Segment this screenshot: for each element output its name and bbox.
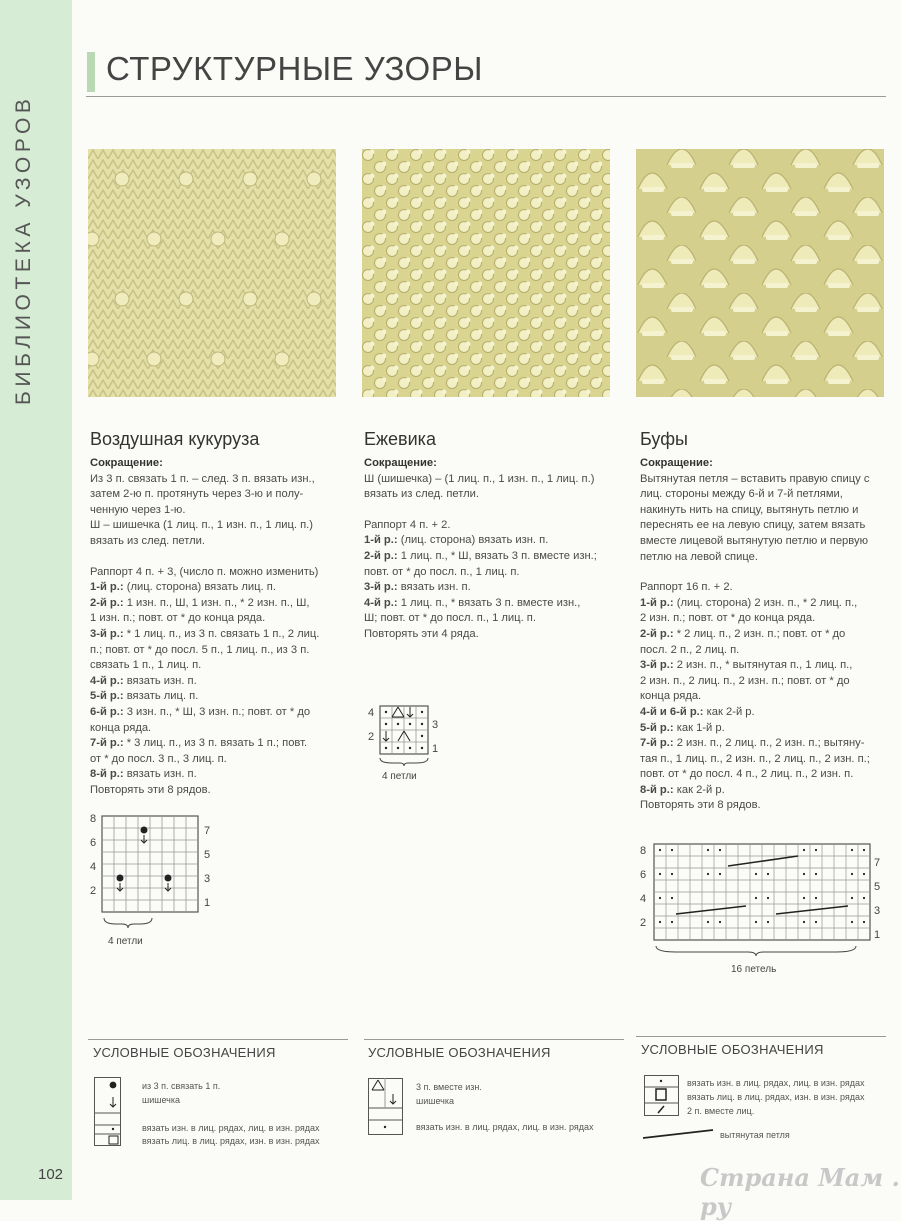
stitches-label: 16 петель: [731, 964, 777, 975]
pattern-title: Ежевика: [364, 429, 436, 449]
abbr-line: переснять ее на левую спицу, затем вязать: [640, 519, 866, 532]
row-number: 2: [90, 885, 97, 897]
row-number: 5: [204, 849, 211, 861]
abbr-line: лиц. стороны между 6-й и 7-й петлями,: [640, 488, 843, 501]
row-instruction: тая п., 1 лиц. п., 2 изн. п., 2 лиц. п., 2 изн. п.;: [640, 752, 870, 765]
chart-blackberry: [364, 700, 454, 785]
row-instruction: 2-й р.: * 2 лиц. п., 2 изн. п.; повт. от * до: [640, 627, 846, 640]
row-instruction: 2-й р.: 1 лиц. п., * Ш, вязать 3 п. вместе изн.;: [364, 549, 597, 562]
row-instruction: 6-й р.: 3 изн. п., * Ш, 3 изн. п.; повт. от * до: [90, 705, 311, 718]
knit-symbol: [109, 1136, 118, 1144]
knit-symbol: [656, 1089, 666, 1100]
bobble-symbol: [110, 1082, 117, 1089]
abbr-line: вязать из след. петли.: [364, 488, 480, 501]
row-number: 1: [874, 929, 881, 941]
row-number: 6: [640, 869, 647, 881]
row-instruction: 3-й р.: * 1 лиц. п., из 3 п. связать 1 п., 2 лиц.: [90, 627, 320, 640]
legend-item: из 3 п. связать 1 п.: [142, 1081, 221, 1091]
row-instruction: 8-й р.: вязать изн. п.: [90, 768, 197, 781]
title-rule: [86, 96, 886, 97]
row-instruction: 7-й р.: 2 изн. п., 2 лиц. п., 2 изн. п.; вытяну-: [640, 737, 865, 750]
bobble-symbol: [117, 875, 124, 882]
legend-rule: [364, 1039, 624, 1040]
row-instruction: конца ряда.: [640, 690, 702, 703]
legend-item: вязать изн. в лиц. рядах, лиц. в изн. рядах: [142, 1123, 320, 1133]
row-instruction: 5-й р.: как 1-й р.: [640, 721, 725, 734]
row-instruction: посл. 2 п., 2 лиц. п.: [640, 643, 740, 656]
sidebar-label: БИБЛИОТЕКА УЗОРОВ: [12, 94, 35, 405]
pattern-airy-corn: [90, 428, 355, 798]
row-instruction: повт. от * до посл. 4 п., 2 лиц. п., 2 изн. п.: [640, 768, 854, 781]
legend-item: шишечка: [142, 1095, 181, 1105]
row-number: 1: [432, 743, 439, 755]
photo-airy-corn: [88, 149, 336, 397]
abbreviation-label: Сокращение:: [640, 457, 713, 469]
sidebar-strip: [0, 0, 72, 1200]
repeat-note: Повторять эти 4 ряда.: [364, 627, 479, 640]
purl-symbol: [112, 1128, 114, 1130]
repeat-info: Раппорт 16 п. + 2.: [640, 581, 733, 594]
pattern-title: Буфы: [640, 429, 688, 449]
row-instruction: 2 изн. п., 2 лиц. п., 2 изн. п.; повт. от * до: [640, 674, 850, 687]
row-instruction: 1-й р.: (лиц. сторона) вязать изн. п.: [364, 534, 549, 547]
row-instruction: 1-й р.: (лиц. сторона) вязать лиц. п.: [90, 581, 276, 594]
abbr-line: вместе лицевой вытянутую петлю и первую: [640, 534, 868, 547]
row-instruction: 7-й р.: * 3 лиц. п., из 3 п. вязать 1 п.; повт.: [90, 737, 308, 750]
row-number: 3: [432, 719, 439, 731]
row-instruction: связать 1 п., 1 лиц. п.: [90, 659, 202, 672]
row-instruction: 2 изн. п.; повт. от * до конца ряда.: [640, 612, 816, 625]
bobble-symbol: [165, 875, 172, 882]
page-title: СТРУКТУРНЫЕ УЗОРЫ: [106, 50, 483, 87]
pattern-title: Воздушная кукуруза: [90, 429, 260, 449]
chart-symbols: [117, 827, 172, 882]
abbr-line: петлю на левой спице.: [640, 550, 758, 563]
legend-item: вязать лиц. в лиц. рядах, изн. в изн. рядах: [142, 1136, 320, 1146]
legend-rule: [88, 1039, 348, 1040]
row-instruction: 4-й и 6-й р.: как 2-й р.: [640, 705, 755, 718]
row-number: 3: [874, 905, 881, 917]
legend-item: вязать изн. в лиц. рядах, лиц. в изн. рядах: [687, 1078, 865, 1088]
legend-heading: УСЛОВНЫЕ ОБОЗНАЧЕНИЯ: [368, 1045, 551, 1060]
row-instruction: 4-й р.: вязать изн. п.: [90, 674, 197, 687]
row-instruction: повт. от * до посл. п., 1 лиц. п.: [364, 565, 520, 578]
row-instruction: п.; повт. от * до посл. 5 п., 1 лиц. п., из 3 п.: [90, 643, 310, 656]
legend-item: вязать изн. в лиц. рядах, лиц. в изн. рядах: [416, 1122, 594, 1132]
legend-item: 3 п. вместе изн.: [416, 1082, 482, 1092]
watermark: Страна Мам . ру: [700, 1163, 900, 1221]
row-instruction: 3-й р.: 2 изн. п., * вытянутая п., 1 лиц. п.,: [640, 659, 853, 672]
legend-symbols-3: [644, 1075, 684, 1121]
page-number: 102: [38, 1166, 64, 1183]
row-number: 1: [204, 897, 211, 909]
legend-item: вязать лиц. в лиц. рядах, изн. в изн. рядах: [687, 1092, 865, 1102]
legend-symbols-1: [94, 1077, 134, 1149]
row-instruction: 1-й р.: (лиц. сторона) 2 изн. п., * 2 лиц. п.,: [640, 596, 858, 609]
purl-symbol: [384, 1126, 386, 1128]
abbr-line: вязать из след. петли.: [90, 534, 206, 547]
title-accent-bar: [87, 52, 95, 92]
row-instruction: 4-й р.: 1 лиц. п., * вязать 3 п. вместе изн.,: [364, 596, 581, 609]
abbr-line: затем 2-ю п. протянуть через 3-ю и полу-: [90, 488, 304, 501]
legend-item: 2 п. вместе лиц.: [687, 1106, 755, 1116]
legend-symbols-2: [368, 1078, 408, 1138]
row-number: 5: [874, 881, 881, 893]
legend-item: шишечка: [416, 1096, 455, 1106]
repeat-info: Раппорт 4 п. + 2.: [364, 518, 451, 531]
row-instruction: от * до посл. 3 п., 3 лиц. п.: [90, 752, 227, 765]
abbr-line: Из 3 п. связать 1 п. – след. 3 п. вязать изн.,: [90, 472, 315, 485]
repeat-info: Раппорт 4 п. + 3, (число п. можно изменить): [90, 565, 319, 578]
chart-puffs: [636, 838, 886, 980]
row-number: 4: [368, 707, 375, 719]
photo-blackberry: [362, 149, 610, 397]
row-instruction: 2-й р.: 1 изн. п., Ш, 1 изн. п., * 2 изн. п., Ш,: [90, 596, 310, 609]
legend-item: вытянутая петля: [720, 1130, 790, 1140]
legend-heading: УСЛОВНЫЕ ОБОЗНАЧЕНИЯ: [641, 1042, 824, 1057]
row-number: 2: [368, 731, 375, 743]
stitches-label: 4 петли: [382, 771, 417, 782]
abbr-line: Вытянутая петля – вставить правую спицу с: [640, 472, 870, 485]
chart-airy-corn: [86, 808, 216, 953]
row-instruction: 8-й р.: как 2-й р.: [640, 783, 725, 796]
elongated-stitch-line: [641, 1126, 715, 1142]
row-number: 6: [90, 837, 97, 849]
row-number: 2: [640, 917, 647, 929]
purl-symbol: [660, 1080, 662, 1082]
k2tog-symbol: [658, 1106, 664, 1113]
abbreviation-label: Сокращение:: [90, 457, 163, 469]
pattern-puffs: [640, 428, 890, 814]
abbr-line: Ш – шишечка (1 лиц. п., 1 изн. п., 1 лиц. п.): [90, 519, 313, 532]
photo-puffs: [636, 149, 884, 397]
stitches-label: 4 петли: [108, 936, 143, 947]
pattern-blackberry: [364, 428, 626, 643]
abbr-line: накинуть нить на спицу, вытянуть петлю и: [640, 503, 859, 516]
row-instruction: 5-й р.: вязать лиц. п.: [90, 690, 199, 703]
row-instruction: 3-й р.: вязать изн. п.: [364, 581, 471, 594]
row-instruction: 1 изн. п.; повт. от * до конца ряда.: [90, 612, 266, 625]
repeat-note: Повторять эти 8 рядов.: [640, 799, 761, 812]
row-number: 8: [90, 813, 97, 825]
row-instruction: конца ряда.: [90, 721, 152, 734]
row-number: 7: [874, 857, 881, 869]
row-number: 3: [204, 873, 211, 885]
row-number: 7: [204, 825, 211, 837]
abbr-line: Ш (шишечка) – (1 лиц. п., 1 изн. п., 1 лиц. п.): [364, 472, 595, 485]
abbr-line: ченную через 1-ю.: [90, 503, 186, 516]
bobble-symbol: [141, 827, 148, 834]
row-number: 4: [640, 893, 647, 905]
repeat-note: Повторять эти 8 рядов.: [90, 783, 211, 796]
row-number: 8: [640, 845, 647, 857]
legend-rule: [636, 1036, 886, 1037]
row-number: 4: [90, 861, 97, 873]
abbreviation-label: Сокращение:: [364, 457, 437, 469]
row-instruction: Ш; повт. от * до посл. п., 1 лиц. п.: [364, 612, 536, 625]
legend-heading: УСЛОВНЫЕ ОБОЗНАЧЕНИЯ: [93, 1045, 276, 1060]
